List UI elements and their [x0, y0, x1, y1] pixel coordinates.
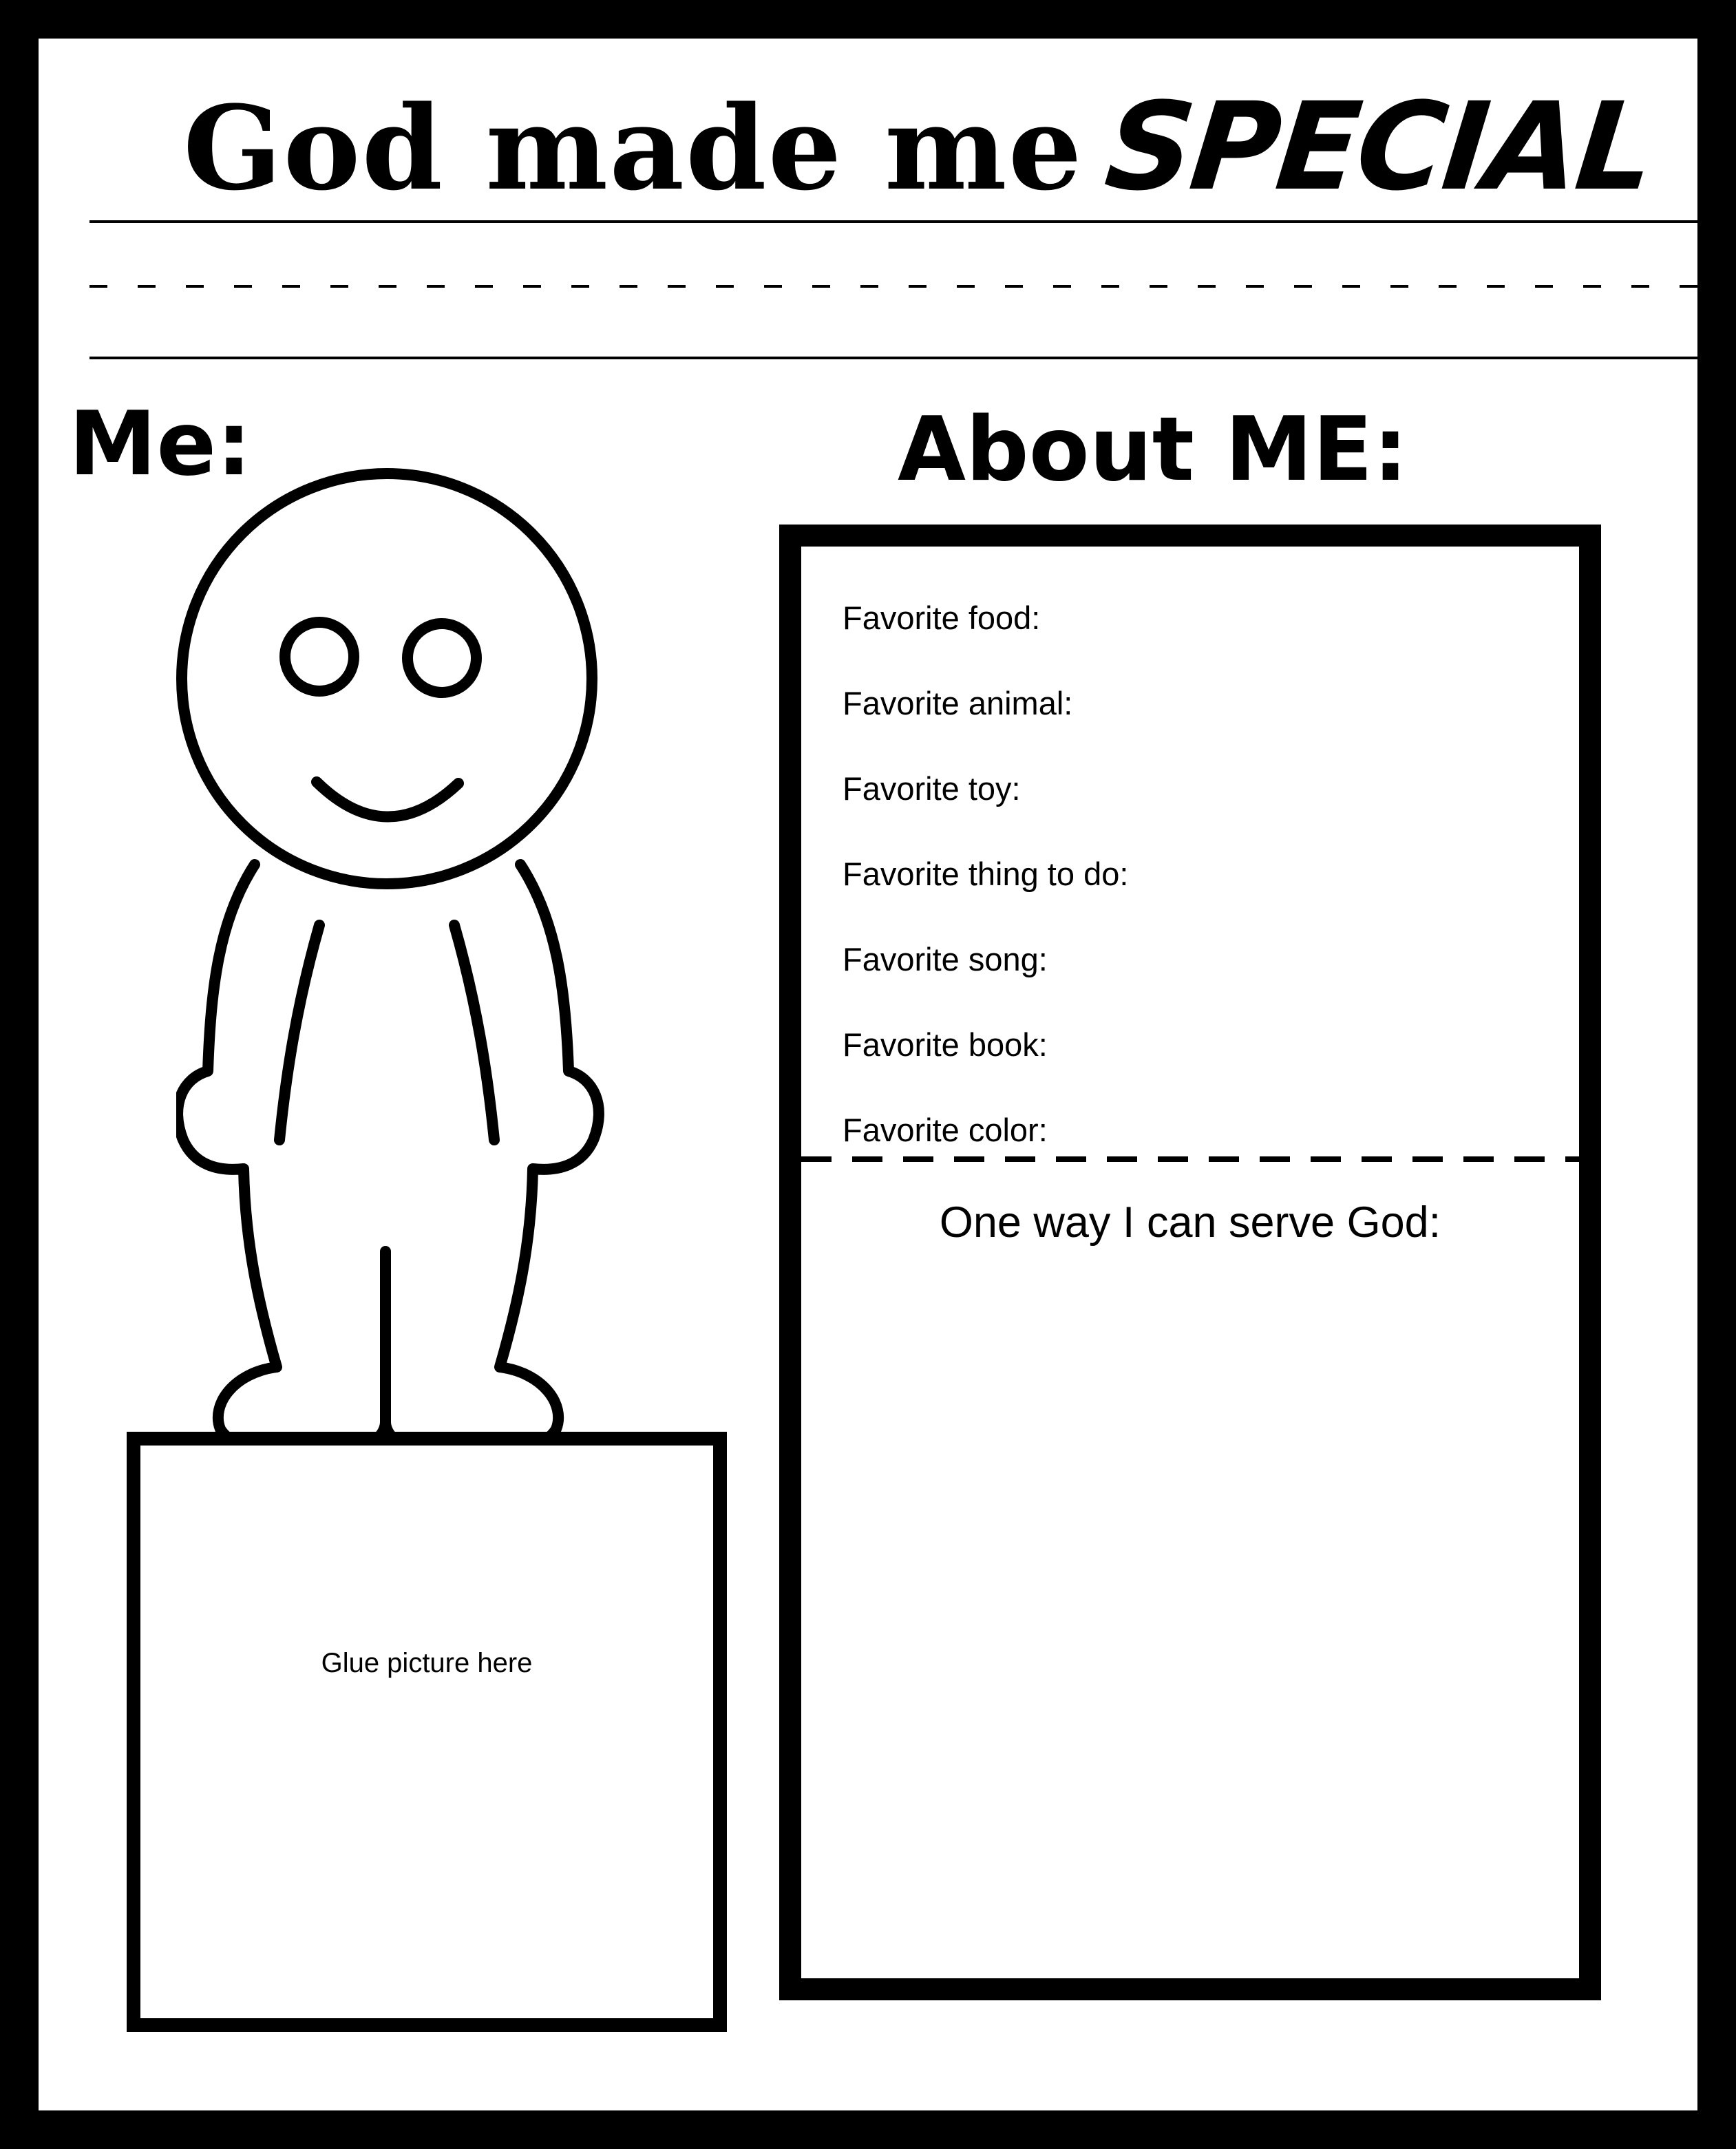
- favorite-animal-prompt[interactable]: Favorite animal:: [843, 685, 1073, 721]
- glue-picture-label: Glue picture here: [321, 1648, 533, 1678]
- worksheet-page: [39, 39, 1697, 2110]
- name-line-top: [89, 220, 1697, 223]
- about-me-heading: About ME:: [898, 399, 1408, 501]
- name-line-dashed: [89, 284, 1697, 290]
- name-line-bottom[interactable]: [89, 357, 1697, 359]
- favorite-color-prompt[interactable]: Favorite color:: [843, 1112, 1048, 1148]
- favorite-toy-prompt[interactable]: Favorite toy:: [843, 770, 1021, 807]
- favorite-book-prompt[interactable]: Favorite book:: [843, 1026, 1048, 1063]
- favorite-song-prompt[interactable]: Favorite song:: [843, 941, 1048, 977]
- glue-picture-box[interactable]: [127, 1432, 727, 2032]
- about-me-dashed-divider: [801, 1155, 1579, 1163]
- favorites-list: [843, 575, 1128, 1173]
- about-me-box: [779, 525, 1601, 2000]
- serve-god-prompt: One way I can serve God:: [939, 1198, 1441, 1247]
- favorite-thing-to-do-prompt[interactable]: Favorite thing to do:: [843, 856, 1129, 892]
- serve-god-writing-area[interactable]: [822, 1276, 1558, 1958]
- worksheet-title: [183, 76, 1659, 218]
- me-heading: Me:: [69, 393, 252, 496]
- title-emphasis-text: SPECIAL: [1099, 76, 1659, 218]
- smiling-stick-person-icon: [176, 465, 644, 1443]
- title-plain-text: God made me: [183, 80, 1083, 216]
- favorite-food-prompt[interactable]: Favorite food:: [843, 600, 1041, 636]
